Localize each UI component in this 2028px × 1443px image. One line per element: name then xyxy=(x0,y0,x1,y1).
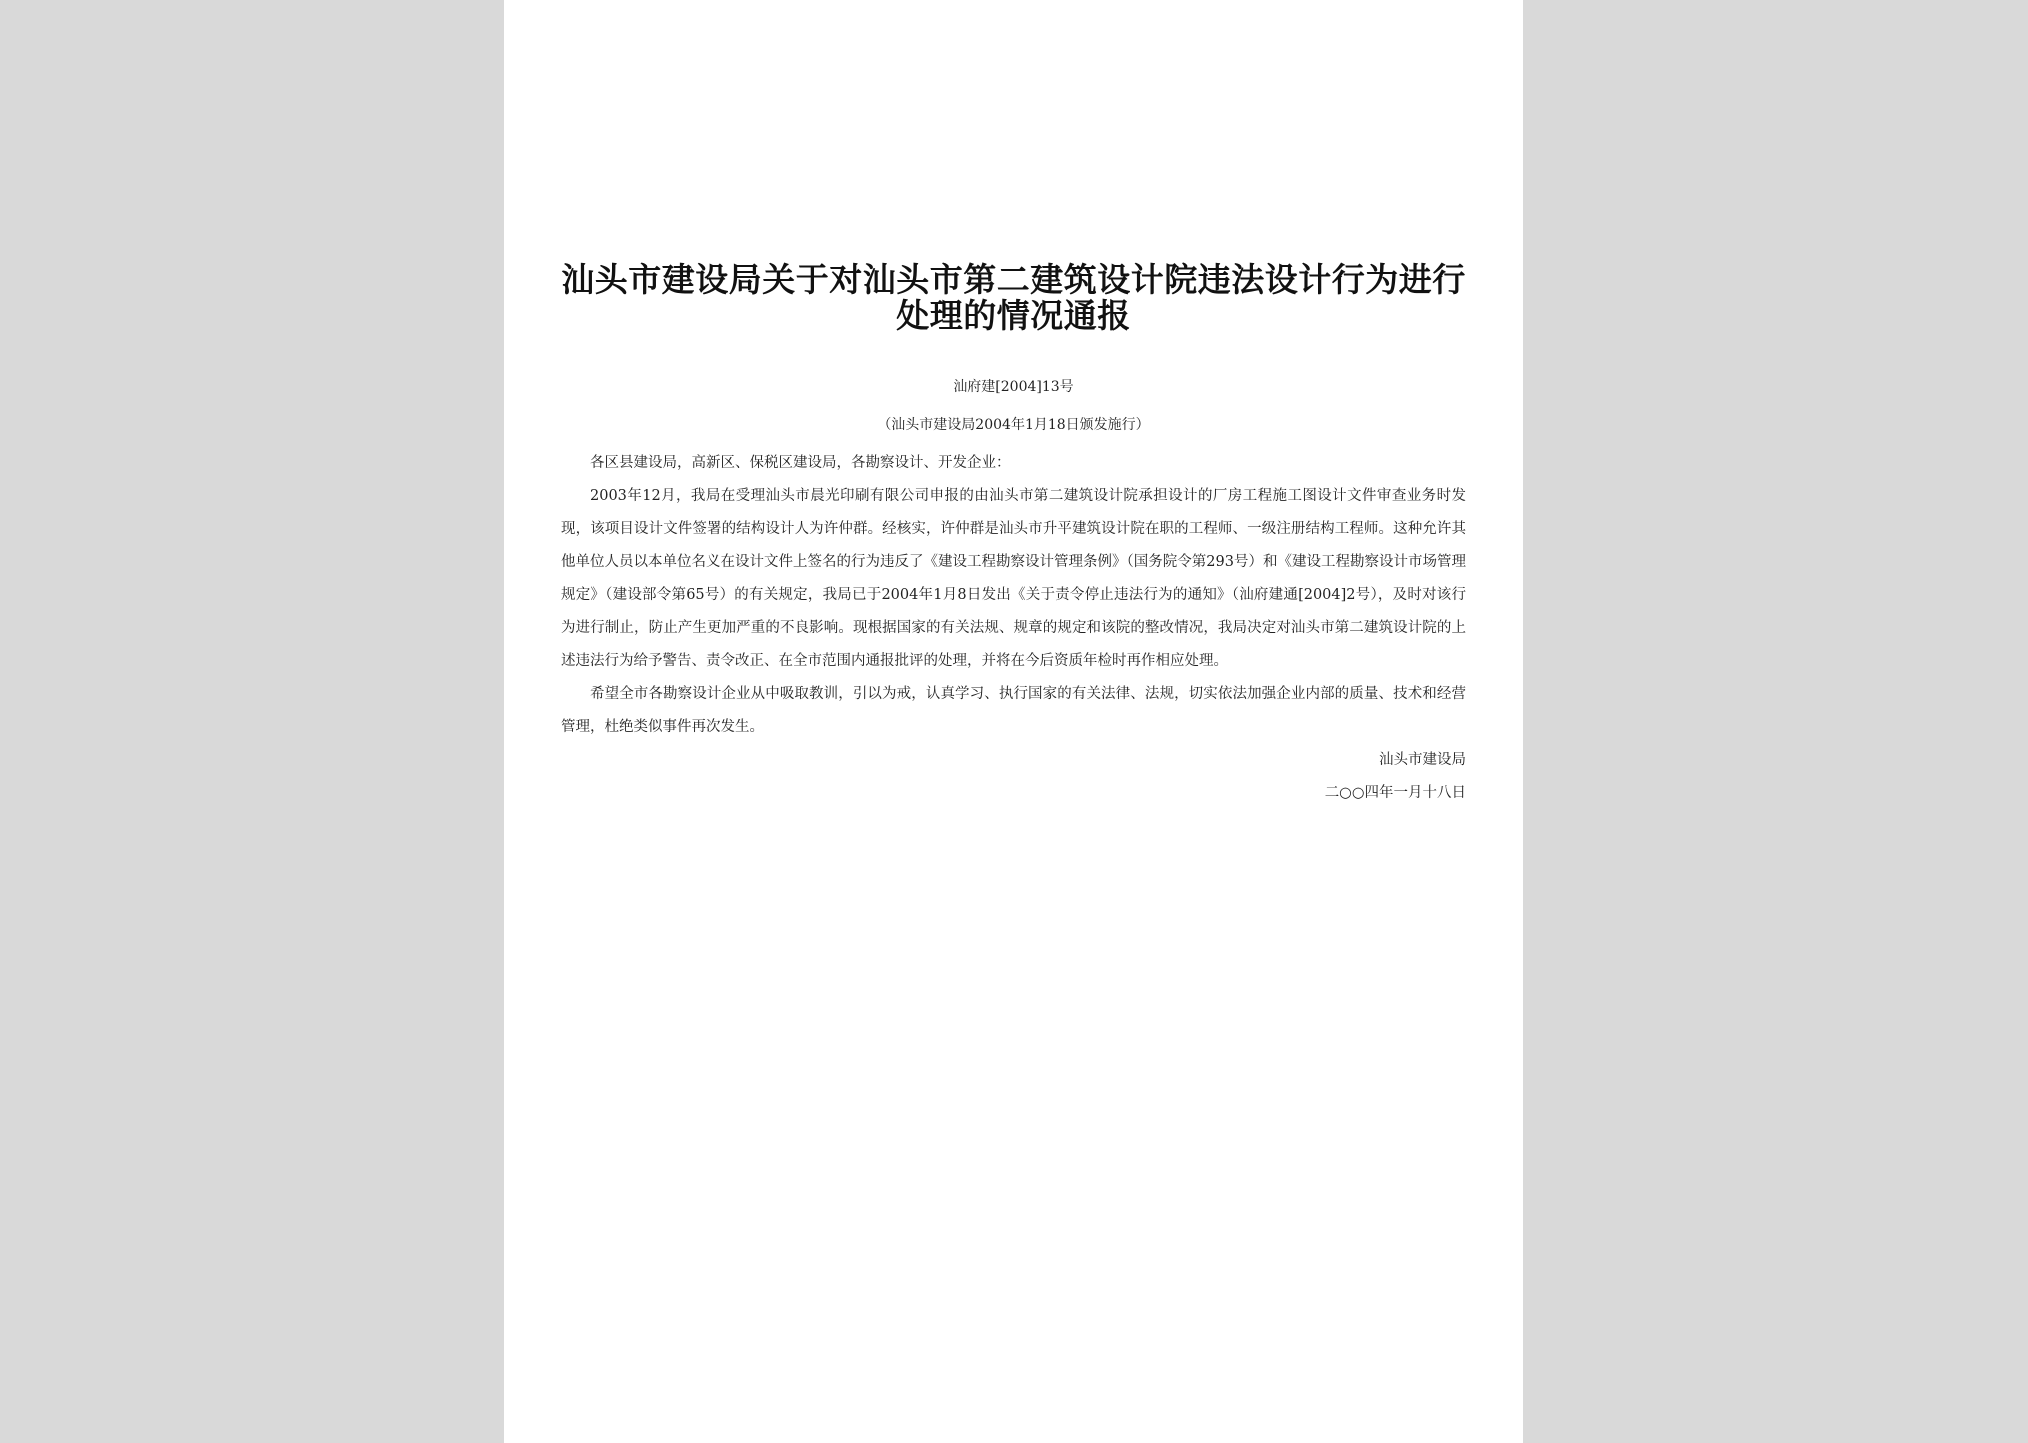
document-title: 汕头市建设局关于对汕头市第二建筑设计院违法设计行为进行处理的情况通报 xyxy=(561,260,1466,335)
document-page xyxy=(504,0,1523,1443)
signature-organization: 汕头市建设局 xyxy=(1379,752,1466,768)
signature-date: 二○○四年一月十八日 xyxy=(1324,785,1466,801)
salutation: 各区县建设局，高新区、保税区建设局，各勘察设计、开发企业： xyxy=(590,455,1011,471)
issued-note: （汕头市建设局2004年1月18日颁发施行） xyxy=(877,417,1150,433)
body-paragraph-1: 2003年12月，我局在受理汕头市晨光印刷有限公司申报的由汕头市第二建筑设计院承担设计的厂房工程施工图设计文件审查业务时发现，该项目设计文件签署的结构设计人为许仲群。经核实，许仲群是汕头市升平建筑设计院在职的工程师、一级注册结构工程师。这种允许其他单位人员以本单位名义在设计文件上签名的行为违反了《建设工程勘察设计管理条例》（国务院令第293号）和《建设工程勘察设计市场管理规定》（建设部令第65号）的有关规定，我局已于2004年1月8日发出《关于责令停止违法行为的通知》（汕府建通[2004]2号），及时对该行为进行制止，防止产生更加严重的不良影响。现根据国家的有关法规、规章的规定和该院的整改情况，我局决定对汕头市第二建筑设计院的上述违法行为给予警告、责令改正、在全市范围内通报批评的处理，并将在今后资质年检时再作相应处理。 xyxy=(561,488,1466,669)
body-paragraph-2: 希望全市各勘察设计企业从中吸取教训，引以为戒，认真学习、执行国家的有关法律、法规，切实依法加强企业内部的质量、技术和经营管理，杜绝类似事件再次发生。 xyxy=(561,686,1466,735)
document-content xyxy=(561,262,1466,810)
document-number: 汕府建[2004]13号 xyxy=(953,379,1074,395)
